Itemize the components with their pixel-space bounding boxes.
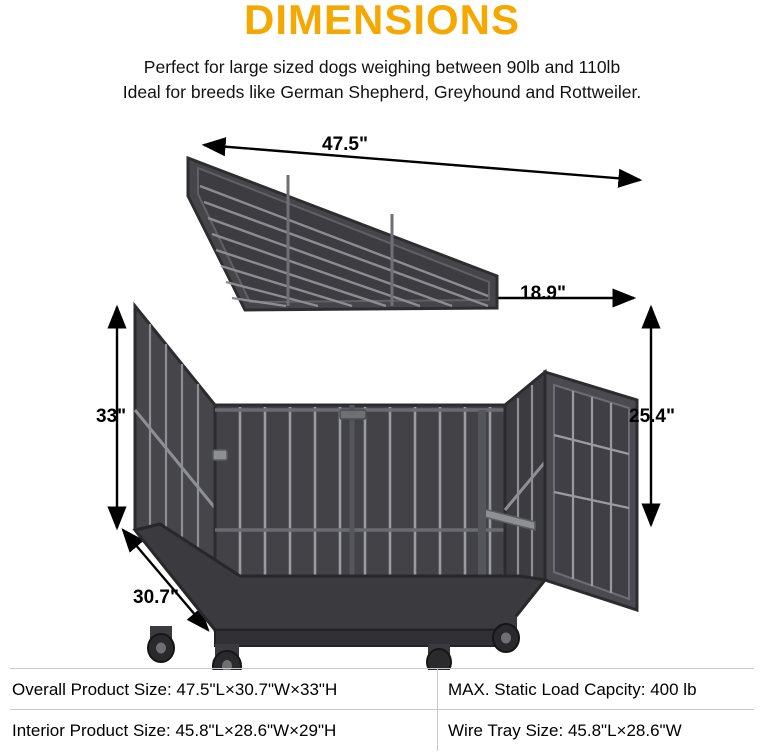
- spec-wire-tray-size: Wire Tray Size: 45.8"L×28.6"W: [448, 720, 682, 740]
- crate-top-lid: [188, 158, 497, 310]
- dimension-label-top-width: 47.5": [322, 134, 368, 155]
- crate-drawing: [0, 110, 764, 670]
- spec-overall-product-size: Overall Product Size: 47.5"L×30.7"W×33"H: [12, 679, 338, 699]
- dimension-label-bottom-depth: 30.7": [133, 587, 179, 608]
- dimension-label-door-width: 18.9": [520, 283, 566, 304]
- crate-illustration: [0, 110, 764, 670]
- specs-table: [0, 668, 764, 755]
- table-row: [0, 669, 764, 710]
- spec-max-static-load: MAX. Static Load Capcity: 400 lb: [448, 679, 697, 699]
- dimension-label-right-height: 25.4": [629, 406, 675, 427]
- table-row: [0, 710, 764, 751]
- page-title: DIMENSIONS: [243, 0, 521, 43]
- subtitle-line-2: Ideal for breeds like German Shepherd, Greyhound and Rottweiler.: [122, 82, 642, 102]
- dimension-label-left-height: 33": [96, 406, 127, 427]
- subtitle-line-1: Perfect for large sized dogs weighing between 90lb and 110lb: [143, 57, 621, 77]
- crate-side-door-open[interactable]: [545, 372, 637, 610]
- spec-interior-product-size: Interior Product Size: 45.8"L×28.6"W×29"H: [12, 720, 337, 740]
